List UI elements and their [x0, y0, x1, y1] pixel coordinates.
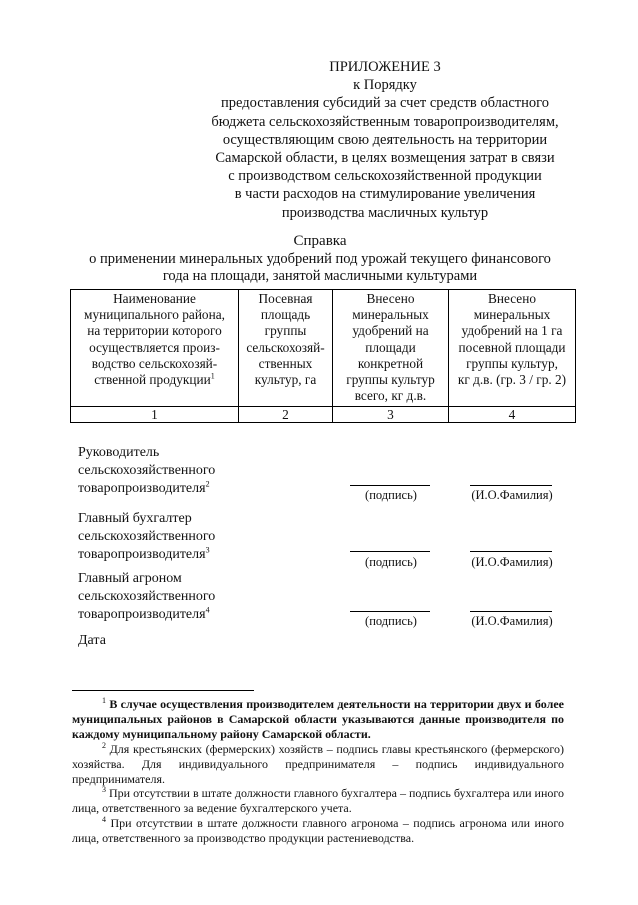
footnote-2: [72, 742, 564, 788]
subtitle-line: года на площади, занятой масличными культурами: [162, 268, 478, 284]
appendix-line: осуществляющим свою деятельность на территории: [222, 131, 548, 148]
appendix-line: с производством сельскохозяйственной продукции: [228, 168, 542, 185]
signature-caption: (подпись): [365, 614, 417, 628]
signature-line: [350, 611, 430, 612]
signature-label-head: Руководитель сельскохозяйственного товаропроизводителя$^2$: [78, 445, 216, 496]
name-line: [470, 551, 552, 552]
name-line: [470, 485, 552, 486]
appendix-line: предоставления субсидий за счет средств областного: [221, 95, 549, 112]
appendix-line: производства масличных культур: [281, 204, 489, 221]
footnote-number: 4: [102, 815, 106, 824]
table-number-row: [71, 407, 576, 423]
signature-label-agronomist: Главный агроном сельскохозяйственного товаропроизводителя$^4$: [78, 571, 216, 622]
appendix-header: [180, 58, 590, 222]
footnote-separator: [72, 690, 254, 691]
footnote-number: 1: [102, 696, 106, 705]
signature-caption: (подпись): [365, 488, 417, 502]
footnote-text: В случае осуществления производителем деятельности на территории двух и более муниципальных районов в Самарской области указываются данные производителя по каждому муниципальному району Самарской области.: [72, 697, 564, 742]
name-caption: (И.О.Фамилия): [471, 488, 553, 502]
footnote-number: 2: [102, 741, 106, 750]
fertilizer-table: [70, 289, 576, 423]
column-number: 1: [71, 407, 239, 423]
table-header-cell: Внесено минеральных удобрений на 1 га посевной площади группы культур, кг д.в. (гр. 3 / гр. 2): [449, 290, 576, 407]
appendix-line: Самарской области, в целях возмещения затрат в связи: [215, 150, 555, 167]
footnote-ref: 4: [205, 605, 210, 615]
footnote-text: При отсутствии в штате должности главного бухгалтера – подпись бухгалтера или иного лица, ответственного за ведение бухгалтерского учета.: [72, 786, 565, 816]
table-header-cell: Наименование муниципального района, на территории которого осуществляется произ- водство сельскохозяй- ственной продукции$^1$: [71, 290, 239, 407]
table-header-cell: Внесено минеральных удобрений на площади конкретной группы культур всего, кг д.в.: [333, 290, 449, 407]
table-header-cell: Посевная площадь группы сельскохозяй- ственных культур, га: [239, 290, 333, 407]
table-header-row: [71, 290, 576, 407]
footnote-1: [72, 697, 564, 743]
footnote-text: При отсутствии в штате должности главного агронома – подпись агронома или иного лица, ответственного за производство продукции растениеводства.: [72, 816, 564, 846]
name-line: [470, 611, 552, 612]
appendix-line: к Порядку: [353, 77, 417, 94]
name-caption: (И.О.Фамилия): [471, 555, 553, 569]
column-number: 3: [333, 407, 449, 423]
document-title: Справка: [293, 233, 347, 249]
footnote-4: [72, 816, 564, 846]
appendix-line: бюджета сельскохозяйственным товаропроизводителям,: [211, 113, 559, 130]
signature-caption: (подпись): [365, 555, 417, 569]
subtitle-line: о применении минеральных удобрений под урожай текущего финансового: [89, 251, 551, 267]
date-label: Дата: [78, 633, 106, 648]
footnote-ref: 3: [205, 545, 210, 555]
appendix-line: в части расходов на стимулирование увеличения: [234, 186, 536, 203]
footnote-3: [72, 786, 564, 816]
signature-line: [350, 551, 430, 552]
appendix-title: ПРИЛОЖЕНИЕ 3: [329, 59, 441, 75]
signature-label-accountant: Главный бухгалтер сельскохозяйственного товаропроизводителя$^3$: [78, 511, 216, 562]
name-caption: (И.О.Фамилия): [471, 614, 553, 628]
footnote-ref: 1: [210, 371, 215, 381]
footnote-number: 3: [102, 785, 106, 794]
column-number: 4: [449, 407, 576, 423]
column-number: 2: [239, 407, 333, 423]
footnote-text: Для крестьянских (фермерских) хозяйств – подпись главы крестьянского (фермерского) хозяйства. Для индивидуального предпринимателя – подпись индивидуального предпринимателя.: [72, 742, 564, 787]
footnote-ref: 2: [205, 479, 210, 489]
signature-line: [350, 485, 430, 486]
document-subtitle: [60, 251, 580, 285]
